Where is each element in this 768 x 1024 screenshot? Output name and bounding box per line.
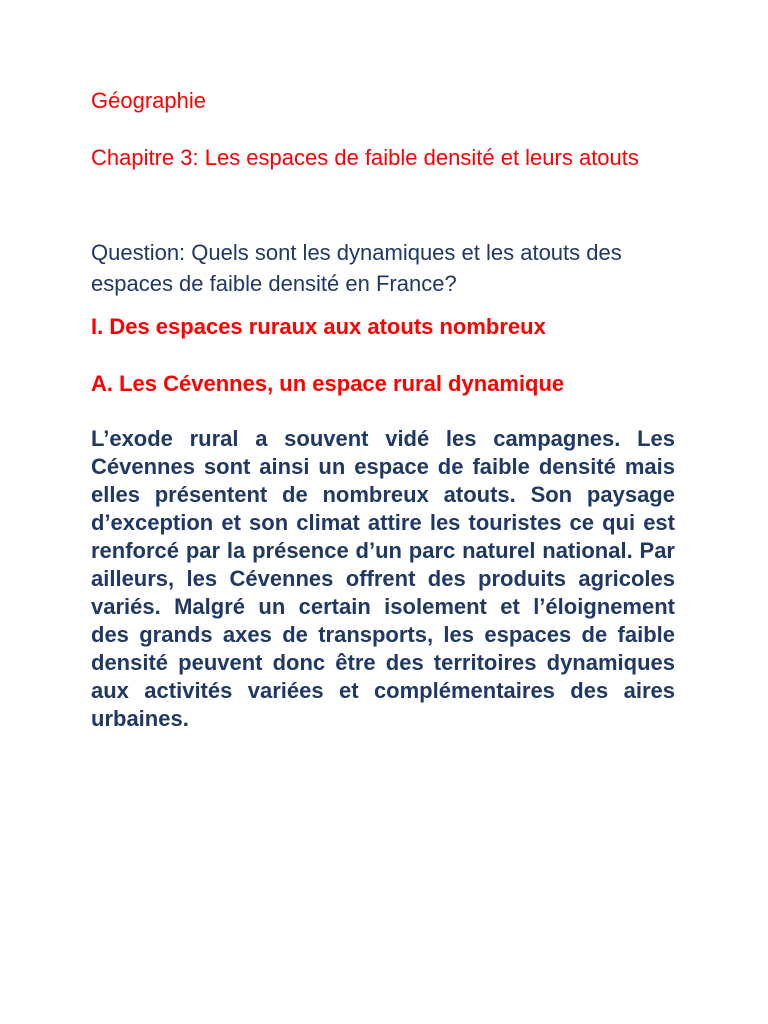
subject-title: Géographie <box>91 88 206 113</box>
body-paragraph: L’exode rural a souvent vidé les campagnes. Les Cévennes sont ainsi un espace de faible densité mais elles présentent de nombreux atouts. Son paysage d’exception et son climat attire les touristes ce qui est renforcé par la présence d’un parc naturel national. Par ailleurs, les Cévennes offrent des produits agricoles variés. Malgré un certain isolement et l’éloignement des grands axes de transports, les espaces de faible densité peuvent donc être des territoires dynamiques aux activités variées et complémentaires des aires urbaines. <box>91 426 675 731</box>
section-heading: I. Des espaces ruraux aux atouts nombreux <box>91 314 546 339</box>
chapter-title: Chapitre 3: Les espaces de faible densité et leurs atouts <box>91 145 639 170</box>
subsection-heading: A. Les Cévennes, un espace rural dynamique <box>91 371 565 396</box>
question-text: Question: Quels sont les dynamiques et les atouts des espaces de faible densité en France? <box>91 240 622 296</box>
